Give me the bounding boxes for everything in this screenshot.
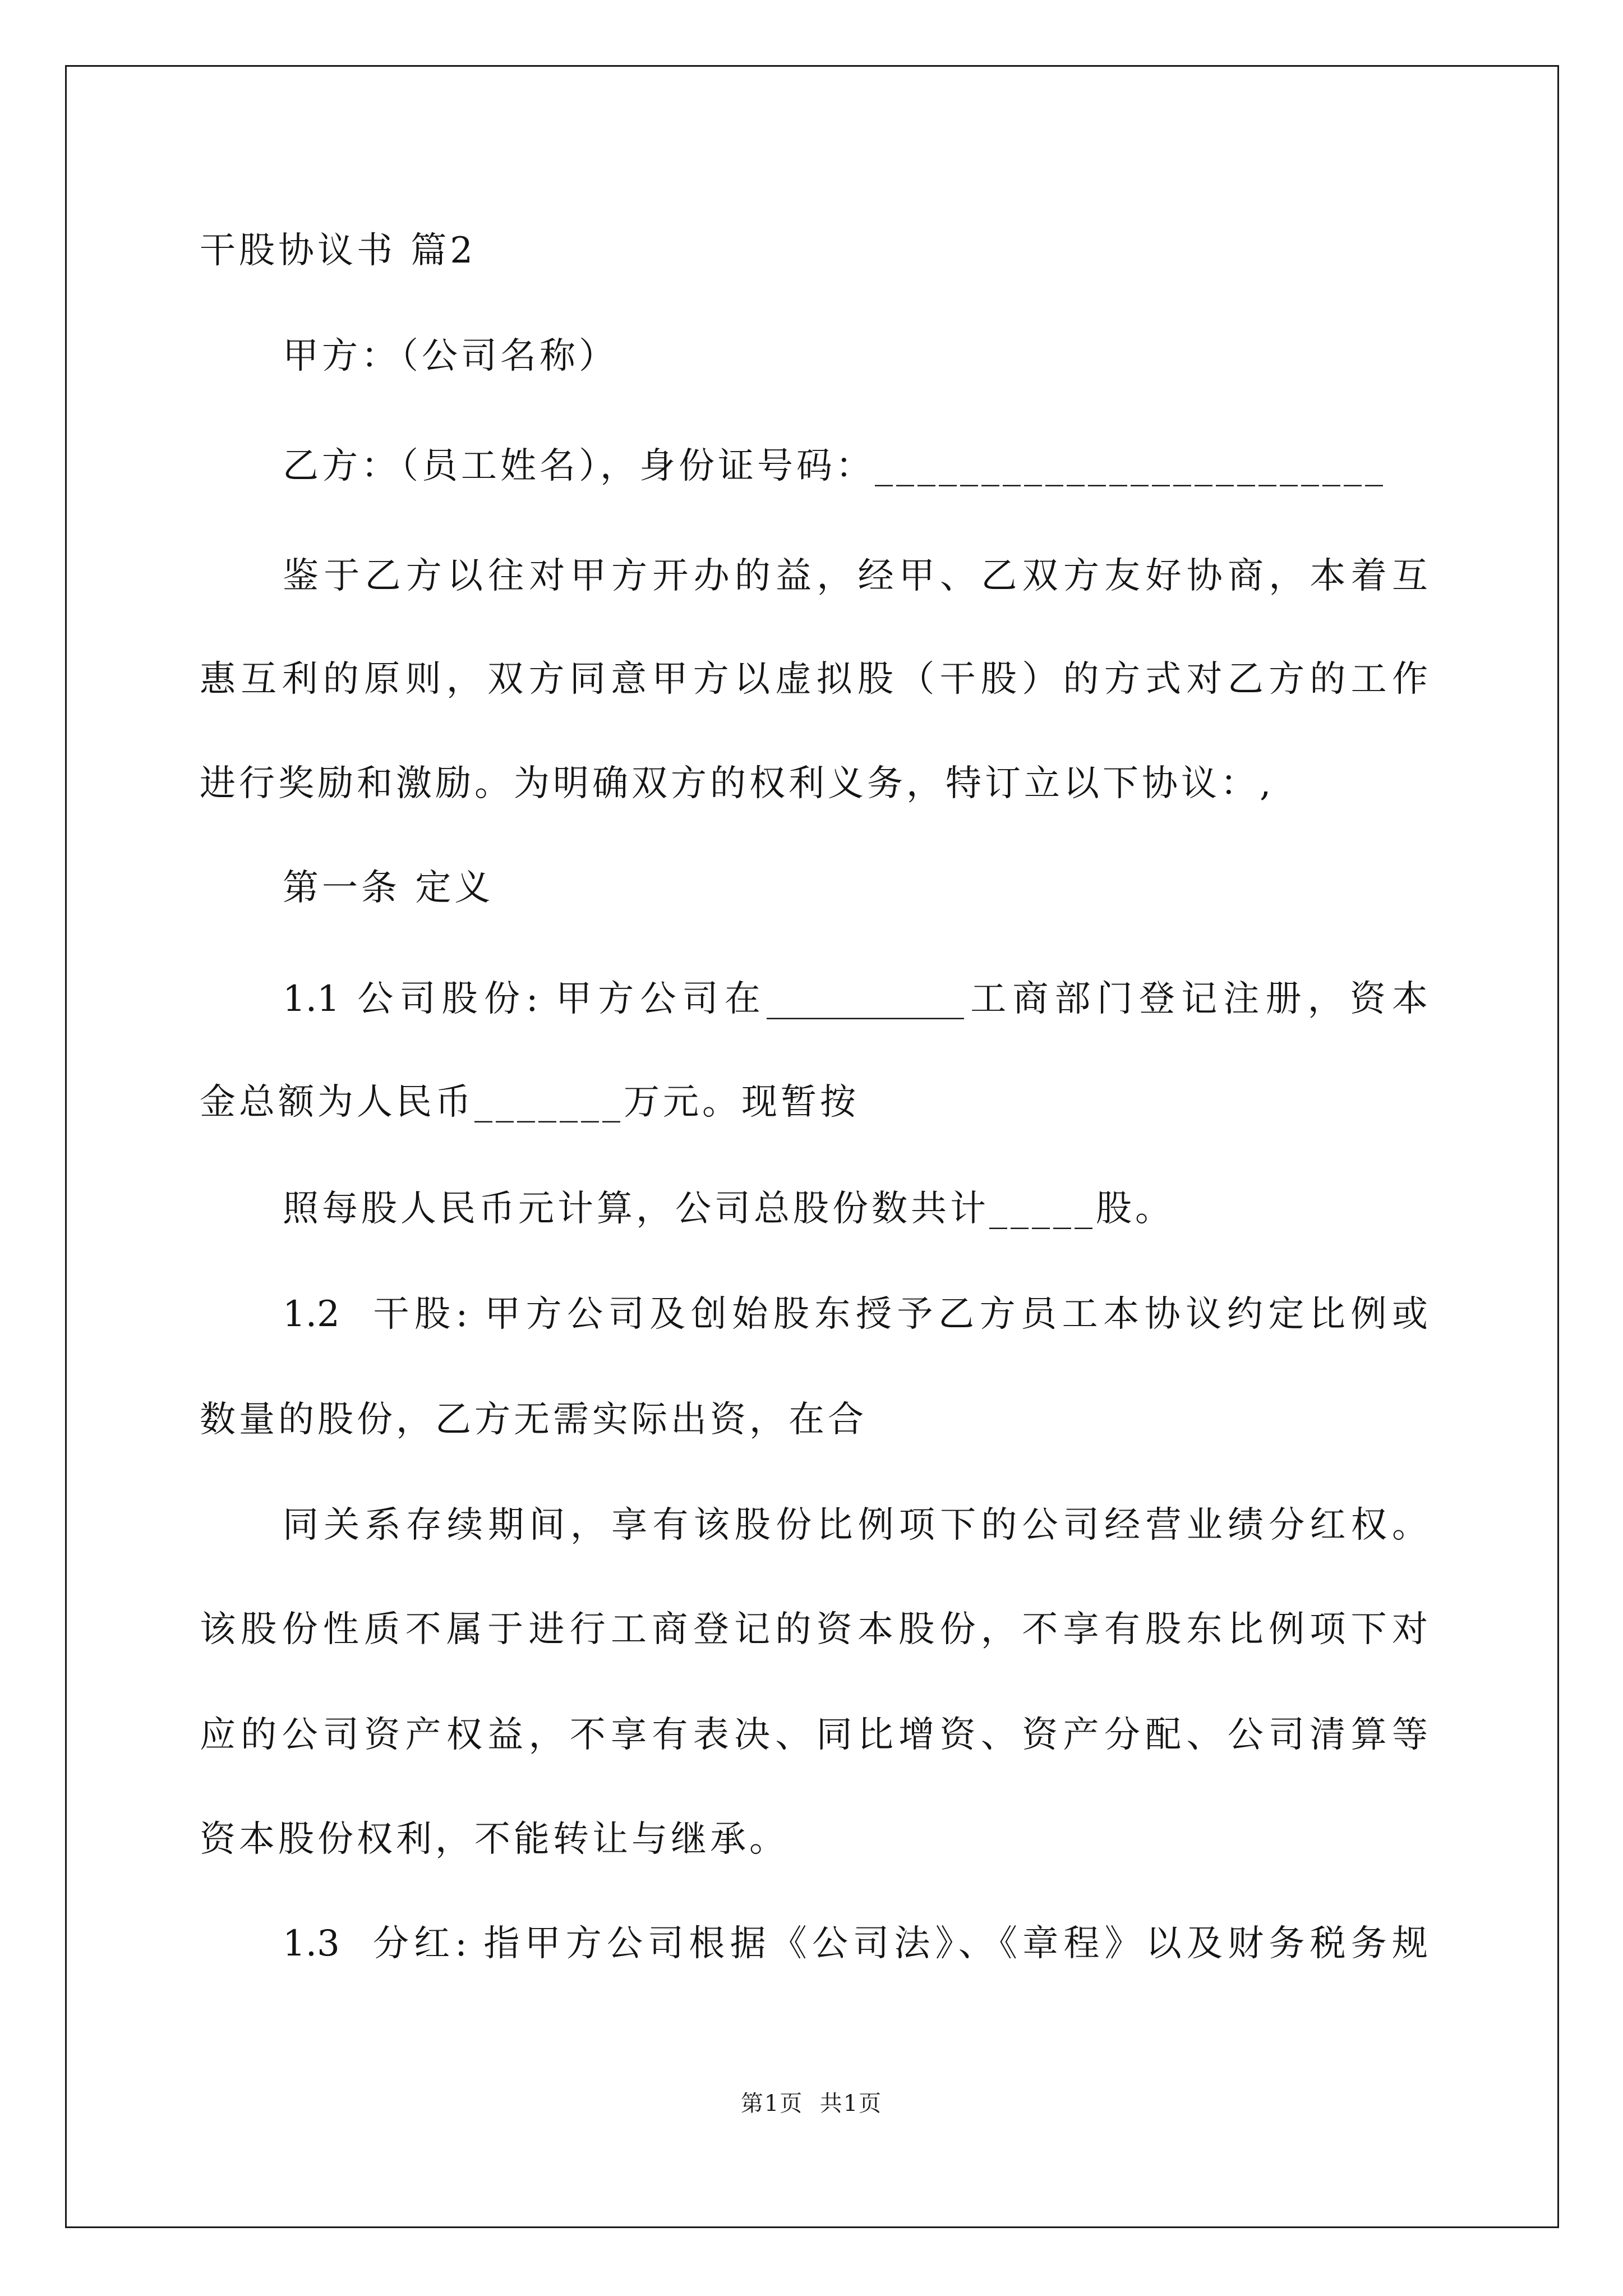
clause-1-2-cont-line-2: 该股份性质不属于进行工商登记的资本股份，不享有股东比例项下对: [200, 1609, 1428, 1650]
clause-1-2-line-1: 1.2 干股: 甲方公司及创始股东授予乙方员工本协议约定比例或: [283, 1294, 1428, 1335]
article-1-heading: 第一条 定义: [283, 867, 494, 909]
page-footer: 第1页 共1页: [740, 2091, 883, 2116]
page-border: [65, 65, 1559, 2228]
preamble-line-2: 惠互利的原则，双方同意甲方以虚拟股（干股）的方式对乙方的工作: [200, 659, 1428, 700]
clause-1-1-line-1: 1.1 公司股份: 甲方公司在___________工商部门登记注册，资本: [283, 978, 1428, 1020]
party-a-line: 甲方：（公司名称）: [283, 335, 618, 377]
clause-1-2-cont-line-3: 应的公司资产权益，不享有表决、同比增资、资产分配、公司清算等: [200, 1714, 1428, 1756]
document-title: 干股协议书 篇2: [200, 230, 477, 272]
clause-1-2-line-2: 数量的股份，乙方无需实际出资，在合: [200, 1399, 867, 1441]
party-b-line: 乙方：（员工姓名），身份证号码：________________________: [283, 445, 1386, 487]
clause-1-1-continuation: 照每股人民币元计算，公司总股份数共计_____股。: [283, 1188, 1174, 1230]
clause-1-3-line-1: 1.3 分红: 指甲方公司根据《公司法》、《章程》以及财务税务规: [283, 1923, 1428, 1964]
preamble-line-3: 进行奖励和激励。为明确双方的权利义务，特订立以下协议：,: [200, 763, 1275, 804]
clause-1-2-cont-line-4: 资本股份权利，不能转让与继承。: [200, 1819, 789, 1860]
preamble-line-1: 鉴于乙方以往对甲方开办的益，经甲、乙双方友好协商，本着互: [283, 555, 1428, 597]
clause-1-1-line-2: 金总额为人民币_______万元。现暂按: [200, 1082, 859, 1123]
clause-1-2-cont-line-1: 同关系存续期间，享有该股份比例项下的公司经营业绩分红权。: [283, 1504, 1428, 1546]
